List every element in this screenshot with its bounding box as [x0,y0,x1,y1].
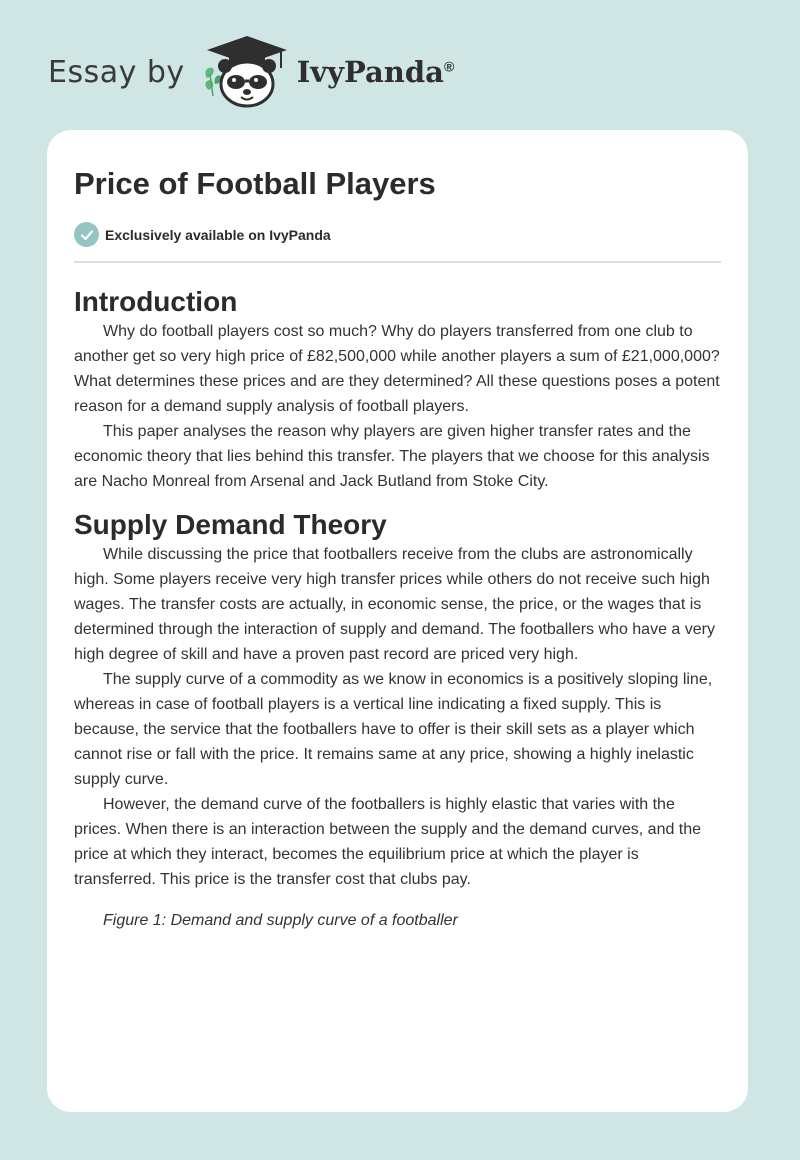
brand-prefix: Essay by [48,54,185,90]
exclusive-badge-label: Exclusively available on IvyPanda [105,226,331,243]
paragraph: However, the demand curve of the footballers is highly elastic that varies with the prices. When there is an interaction between the supply and the demand curves, and the price at which they interact, becomes the equilibrium price at which the player is transferred. This price is the transfer cost that clubs pay. [74,796,702,888]
figure-caption: Figure 1: Demand and supply curve of a footballer [103,912,458,929]
panda-graduate-logo-icon [201,34,291,110]
paragraph: While discussing the price that footballers receive from the clubs are astronomically high. Some players receive very high transfer prices while others do not receive such high wages. The transfer costs are actually, in economic sense, the price, or the wages that is determined through the interaction of supply and demand. The footballers who have a very high degree of skill and have a proven past record are priced very high. [74,546,715,663]
exclusive-badge [74,222,721,247]
article-card [47,130,748,1112]
section-heading-introduction: Introduction [74,286,238,317]
paragraph: The supply curve of a commodity as we know in economics is a positively sloping line, whereas in case of football players is a vertical line indicating a fixed supply. This is because, the service that the footballers have to offer is their skill sets as a player which cannot rise or fall with the price. It remains same at any price, showing a highly inelastic supply curve. [74,671,713,788]
paragraph: Why do football players cost so much? Why do players transferred from one club to another get so very high price of £82,500,000 while another players a sum of £21,000,000? What determines these prices and are they determined? All these questions poses a potent reason for a demand supply analysis of football players. [74,323,720,415]
brand-name: IvyPanda® [296,55,455,89]
page-title: Price of Football Players [74,166,436,201]
section-heading-supply-demand: Supply Demand Theory [74,509,387,540]
divider [74,261,721,263]
check-circle-icon [74,222,99,247]
brand-header[interactable] [48,34,454,110]
paragraph: This paper analyses the reason why players are given higher transfer rates and the economic theory that lies behind this transfer. The players that we choose for this analysis are Nacho Monreal from Arsenal and Jack Butland from Stoke City. [74,423,710,490]
